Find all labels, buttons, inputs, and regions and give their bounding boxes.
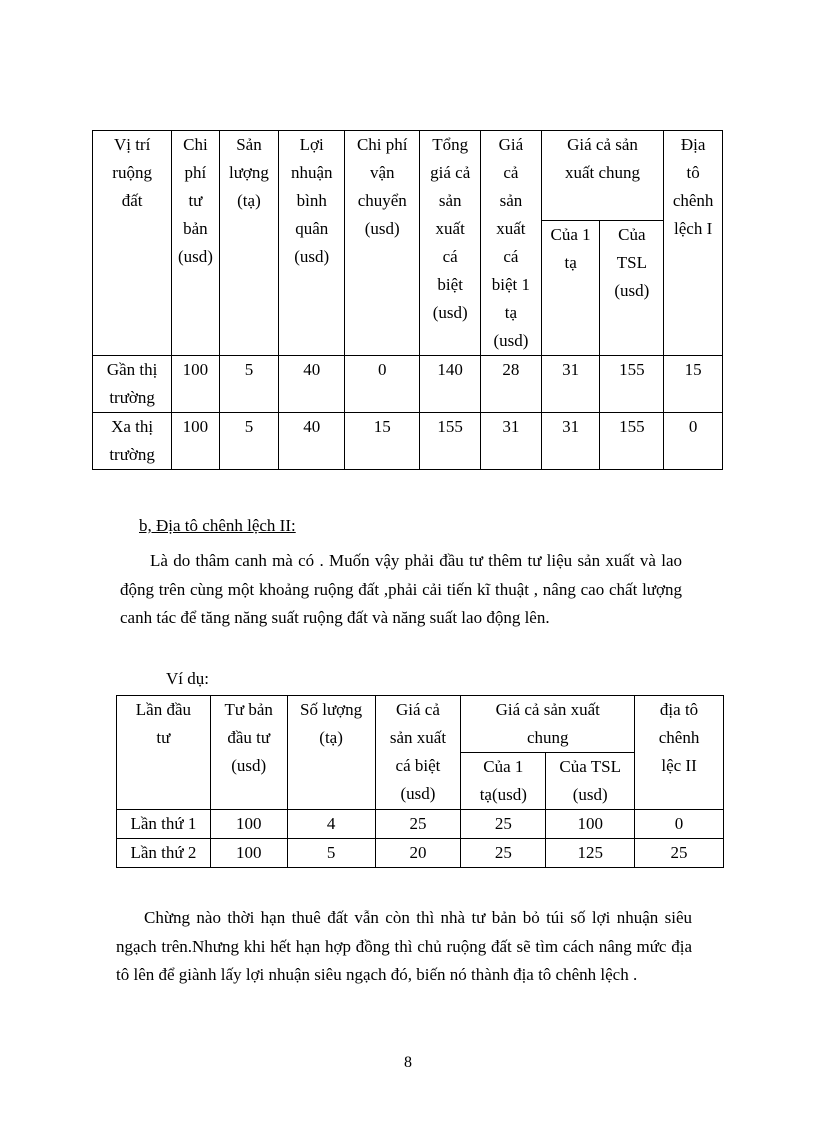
cell-capital: 100: [172, 356, 219, 413]
cell-investment: Lần thứ 2: [117, 839, 211, 868]
cell-individual-price: 20: [375, 839, 461, 868]
cell-output: 5: [219, 413, 279, 470]
header-common-price: Giá cả sản xuất chung: [541, 131, 663, 221]
table-header-row: [117, 696, 724, 753]
header-common-price: Giá cả sản xuất chung: [461, 696, 635, 753]
paragraph-intensive-farming: Là do thâm canh mà có . Muốn vậy phải đầu tư thêm tư liệu sản xuất và lao động trên cùng một khoảng ruộng đất ,phải cải tiến kĩ thuật , nâng cao chất lượng canh tác để tăng năng suất ruộng đất và năng suất lao động lên.: [120, 551, 682, 627]
cell-avg-profit: 40: [279, 413, 345, 470]
cell-rent: 15: [664, 356, 723, 413]
cell-unit-price: 31: [481, 413, 542, 470]
header-total-price: Tổng giá cả sản xuất cá biệt (usd): [420, 131, 481, 356]
paragraph-lease-conclusion: Chừng nào thời hạn thuê đất vẫn còn thì nhà tư bản bỏ túi số lợi nhuận siêu ngạch trên.Nhưng khi hết hạn hợp đồng thì chủ ruộng đất sẽ tìm cách nâng mức địa tô lên để giành lấy lợi nhuận siêu ngạch đó, biến nó thành địa tô chênh lệch .: [116, 908, 692, 984]
cell-rent: 0: [664, 413, 723, 470]
header-investment: Lần đầu tư: [117, 696, 211, 810]
cell-output: 5: [219, 356, 279, 413]
header-individual-price: Giá cả sản xuất cá biệt (usd): [375, 696, 461, 810]
table-row: [93, 356, 723, 413]
cell-per-unit: 31: [541, 413, 600, 470]
header-avg-profit: Lợi nhuận bình quân (usd): [279, 131, 345, 356]
cell-total-price: 155: [420, 413, 481, 470]
section-heading: b, Địa tô chênh lệch II:: [139, 516, 296, 535]
header-transport: Chi phí vận chuyển (usd): [345, 131, 420, 356]
cell-avg-profit: 40: [279, 356, 345, 413]
cell-per-total: 125: [546, 839, 635, 868]
cell-per-unit: 31: [541, 356, 600, 413]
example-label: Ví dụ:: [166, 669, 209, 688]
header-unit-price: Giá cả sản xuất cá biệt 1 tạ (usd): [481, 131, 542, 356]
cell-quantity: 4: [287, 810, 375, 839]
differential-rent-1-table: [92, 130, 723, 470]
header-per-total: Của TSL (usd): [546, 753, 635, 810]
cell-rent: 0: [635, 810, 724, 839]
cell-rent: 25: [635, 839, 724, 868]
header-location: Vị trí ruộng đất: [93, 131, 172, 356]
cell-investment: Lần thứ 1: [117, 810, 211, 839]
cell-individual-price: 25: [375, 810, 461, 839]
cell-location: Gần thị trường: [93, 356, 172, 413]
header-quantity: Số lượng (tạ): [287, 696, 375, 810]
header-output: Sản lượng (tạ): [219, 131, 279, 356]
header-per-unit: Của 1 tạ: [541, 221, 600, 356]
header-rent: địa tô chênh lệc II: [635, 696, 724, 810]
cell-per-unit: 25: [461, 810, 546, 839]
table-header-row: [93, 131, 723, 221]
cell-capital: 100: [210, 839, 287, 868]
cell-transport: 0: [345, 356, 420, 413]
table-row: [117, 839, 724, 868]
header-capital: Tư bản đầu tư (usd): [210, 696, 287, 810]
cell-quantity: 5: [287, 839, 375, 868]
header-capital: Chi phí tư bản (usd): [172, 131, 219, 356]
cell-per-unit: 25: [461, 839, 546, 868]
table-row: [117, 810, 724, 839]
cell-capital: 100: [172, 413, 219, 470]
cell-location: Xa thị trường: [93, 413, 172, 470]
header-rent: Địa tô chênh lệch I: [664, 131, 723, 356]
cell-per-total: 155: [600, 356, 664, 413]
cell-unit-price: 28: [481, 356, 542, 413]
cell-transport: 15: [345, 413, 420, 470]
table-row: [93, 413, 723, 470]
cell-per-total: 155: [600, 413, 664, 470]
cell-total-price: 140: [420, 356, 481, 413]
header-per-unit: Của 1 tạ(usd): [461, 753, 546, 810]
cell-capital: 100: [210, 810, 287, 839]
differential-rent-2-table: [116, 695, 724, 868]
page-number: 8: [404, 1054, 412, 1071]
header-per-total: Của TSL (usd): [600, 221, 664, 356]
cell-per-total: 100: [546, 810, 635, 839]
